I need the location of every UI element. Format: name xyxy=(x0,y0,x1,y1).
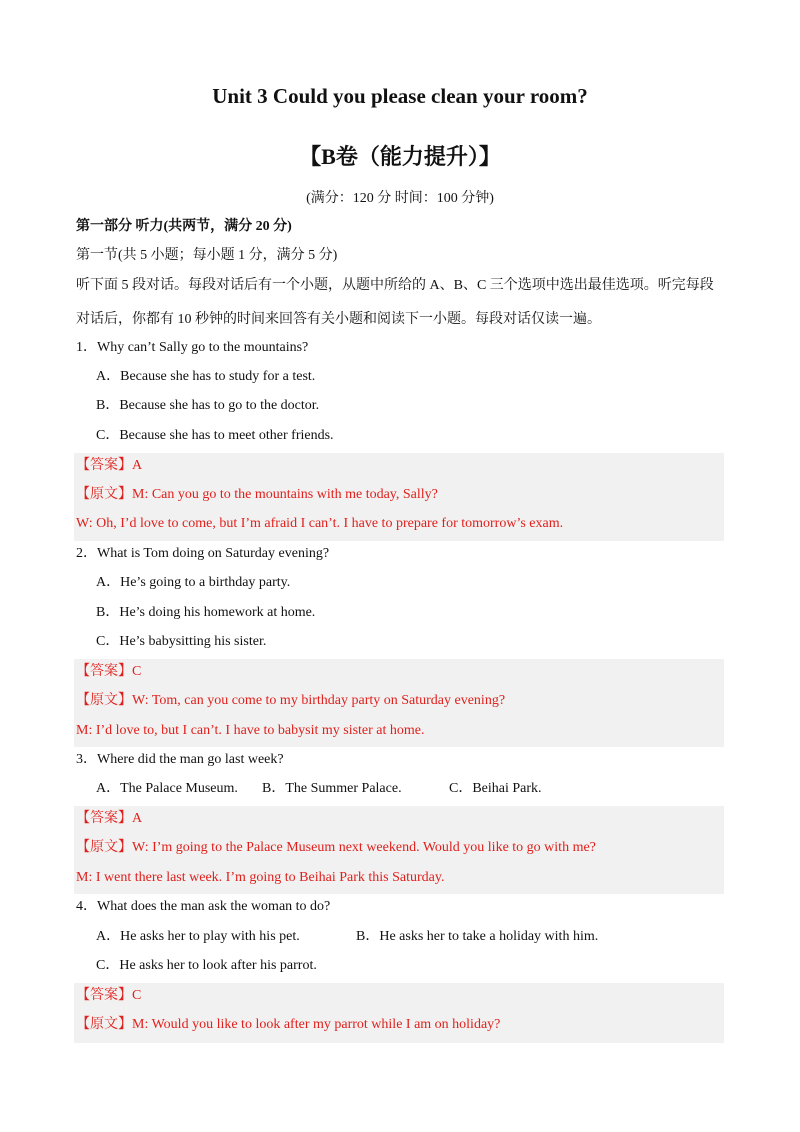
question-3: 3．Where did the man go last week? xyxy=(76,752,284,767)
question-4: 4．What does the man ask the woman to do? xyxy=(76,899,331,914)
q3-transcript-1: 【原文】W: I’m going to the Palace Museum next weekend. Would you like to go with me? xyxy=(76,840,596,855)
question-2: 2．What is Tom doing on Saturday evening? xyxy=(76,546,330,561)
q4-answer: 【答案】C xyxy=(76,988,142,1003)
q1-transcript-1: 【原文】M: Can you go to the mountains with me today, Sally? xyxy=(76,487,438,502)
instructions-line-1: 听下面 5 段对话。每段对话后有一个小题，从题中所给的 A、B、C 三个选项中选出最佳选项。听完每段 xyxy=(76,278,714,293)
q2-option-b: B．He’s doing his homework at home. xyxy=(96,605,316,620)
q2-option-c: C．He’s babysitting his sister. xyxy=(96,634,267,649)
q2-transcript-1: 【原文】W: Tom, can you come to my birthday party on Saturday evening? xyxy=(76,693,506,708)
q1-answer: 【答案】A xyxy=(76,458,143,473)
q2-transcript-2: M: I’d love to, but I can’t. I have to babysit my sister at home. xyxy=(76,723,425,738)
q4-option-b: B．He asks her to take a holiday with him. xyxy=(356,929,599,944)
page-subtitle: 【B卷（能力提升）】 xyxy=(299,144,501,169)
q2-answer: 【答案】C xyxy=(76,664,142,679)
q2-option-a: A．He’s going to a birthday party. xyxy=(96,575,291,590)
part-heading: 第一部分 听力(共两节，满分 20 分) xyxy=(76,219,292,234)
q4-option-a: A．He asks her to play with his pet. xyxy=(96,929,300,944)
q1-option-b: B．Because she has to go to the doctor. xyxy=(96,398,320,413)
q1-transcript-2: W: Oh, I’d love to come, but I’m afraid I can’t. I have to prepare for tomorrow’s exam. xyxy=(76,516,564,531)
exam-info: (满分：120 分 时间：100 分钟) xyxy=(306,191,494,206)
q1-option-c: C．Because she has to meet other friends. xyxy=(96,428,334,443)
q3-option-b: B．The Summer Palace. xyxy=(262,781,402,796)
page-title: Unit 3 Could you please clean your room? xyxy=(212,84,588,108)
q1-option-a: A．Because she has to study for a test. xyxy=(96,369,316,384)
q4-option-c: C．He asks her to look after his parrot. xyxy=(96,958,317,973)
instructions-line-2: 对话后，你都有 10 秒钟的时间来回答有关小题和阅读下一小题。每段对话仅读一遍。 xyxy=(76,312,601,327)
q3-option-a: A．The Palace Museum. xyxy=(96,781,238,796)
q3-transcript-2: M: I went there last week. I’m going to Beihai Park this Saturday. xyxy=(76,870,445,885)
question-1: 1．Why can’t Sally go to the mountains? xyxy=(76,340,309,355)
q3-option-c: C．Beihai Park. xyxy=(449,781,542,796)
q3-answer: 【答案】A xyxy=(76,811,143,826)
q4-transcript-1: 【原文】M: Would you like to look after my parrot while I am on holiday? xyxy=(76,1017,501,1032)
section-heading: 第一节(共 5 小题；每小题 1 分，满分 5 分) xyxy=(76,248,338,263)
q4-answer-block xyxy=(74,983,724,1043)
